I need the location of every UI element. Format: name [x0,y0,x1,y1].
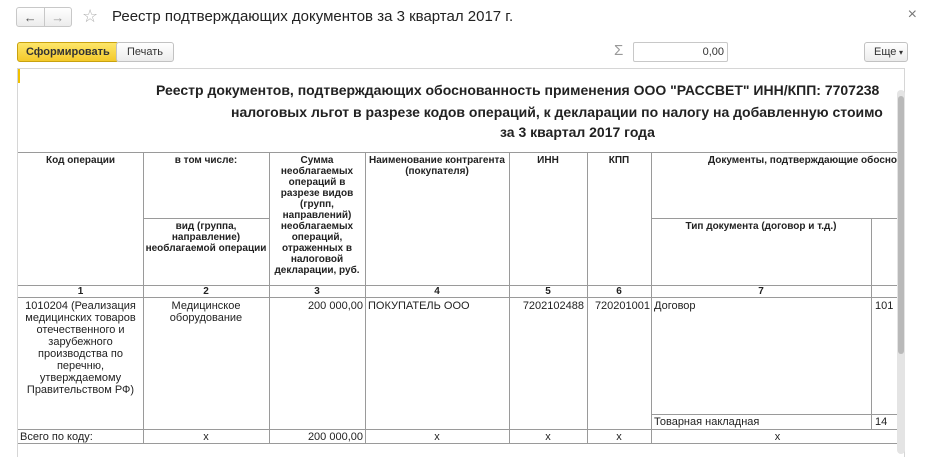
row-code[interactable]: 1010204 (Реализация медицинских товаров отечественного и зарубежного производства по перечню, утверждаемому Правительством РФ) [25,300,136,396]
grid-line [651,218,904,219]
report-title-line-1: Реестр документов, подтверждающих обоснованность применения ООО "РАССВЕТ" ИНН/КПП: 7707238 [156,82,880,98]
col-number-3: 3 [314,286,320,297]
grid-line [143,218,269,219]
header-docs: Документы, подтверждающие обосно [708,155,898,166]
header-code: Код операции [45,155,116,166]
grid-line [18,429,904,430]
title-bar [0,0,931,34]
col-number-5: 5 [545,286,551,297]
window-title: Реестр подтверждающих документов за 3 квартал 2017 г. [112,8,514,25]
forward-button[interactable] [44,8,72,26]
scrollbar-thumb[interactable] [898,96,904,354]
more-button[interactable] [864,42,908,62]
col-number-6: 6 [616,286,622,297]
total-sum: 200 000,00 [307,431,363,443]
row-doc2-type[interactable]: Товарная накладная [654,416,760,428]
report-title-line-3: за 3 квартал 2017 года [500,124,655,140]
header-kind: вид (группа, направление) необлагаемой операции [145,221,267,254]
total-kind: х [203,431,209,443]
grid-line [871,218,872,429]
row-sum[interactable]: 200 000,00 [307,300,363,312]
row-kpp[interactable]: 720201001 [594,300,650,312]
nav-buttons [16,7,72,27]
grid-line [587,152,588,443]
more-label: Еще [874,46,897,58]
row-doc1-number[interactable]: 101 [875,300,894,312]
current-cell-marker [18,69,20,83]
header-including: в том числе: [174,155,238,166]
grid-line [651,414,904,415]
total-kpp: х [616,431,622,443]
row-inn[interactable]: 7202102488 [522,300,584,312]
grid-line [509,152,510,443]
favorite-star-icon[interactable]: ☆ [82,6,99,26]
grid-line [18,443,904,444]
total-docs: х [774,431,781,443]
total-inn: х [545,431,551,443]
arrow-left-icon: ← [23,9,37,25]
row-doc1-type[interactable]: Договор [654,300,696,312]
header-inn: ИНН [537,155,559,166]
grid-line [269,152,270,443]
grid-line [365,152,366,443]
report-title-line-2: налоговых льгот в разрезе кодов операций, к декларации по налогу на добавленную стоимо [231,104,883,120]
header-doc-type: Тип документа (договор и т.д.) [685,221,837,232]
back-button[interactable] [17,8,44,26]
grid-line [18,152,904,153]
grid-line [651,152,652,443]
header-counterparty: Наименование контрагента (покупателя) [369,155,505,177]
col-number-4: 4 [434,286,440,297]
report-area[interactable] [17,68,905,457]
sigma-icon: Σ [614,42,624,59]
print-button[interactable]: Печать [116,42,174,62]
close-icon[interactable]: × [907,6,917,23]
header-sum: Сумма необлагаемых операций в разрезе видов (групп, направлений) необлагаемых операций, отраженных в налоговой декларации, руб. [274,155,360,276]
row-doc2-number[interactable]: 14 [875,416,888,428]
chevron-down-icon: ▾ [898,48,903,57]
total-counterparty: х [434,431,440,443]
header-kpp: КПП [608,155,630,166]
arrow-right-icon: → [51,9,65,25]
row-counterparty[interactable]: ПОКУПАТЕЛЬ ООО [368,300,470,312]
col-number-1: 1 [77,286,84,297]
total-label: Всего по коду: [20,431,93,443]
grid-line [143,152,144,443]
col-number-2: 2 [203,286,209,297]
grid-line [18,297,904,298]
sum-field[interactable]: 0,00 [633,42,728,62]
col-number-7: 7 [758,286,764,297]
toolbar [0,36,931,66]
row-kind[interactable]: Медицинское оборудование [169,300,243,324]
generate-button[interactable]: Сформировать [17,42,119,62]
